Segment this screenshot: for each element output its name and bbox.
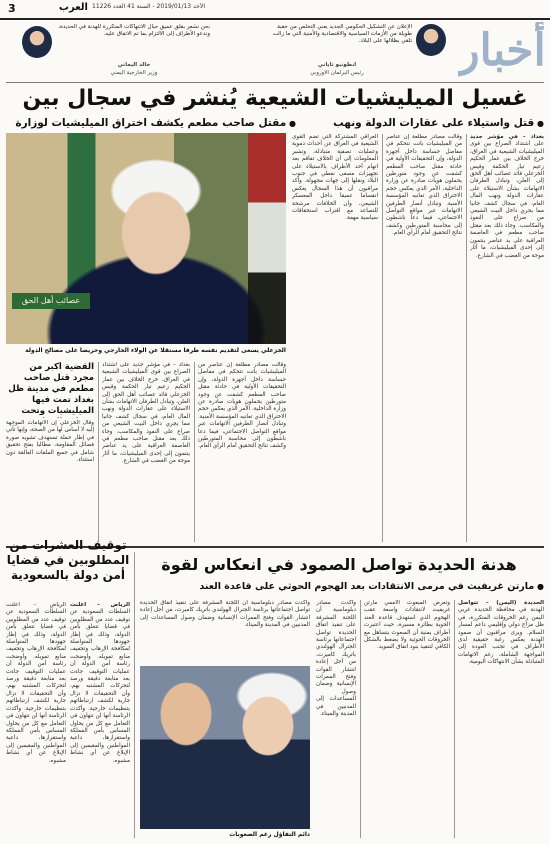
column-rule	[466, 134, 467, 542]
column-rule	[454, 600, 455, 838]
story3-headline: توقيف العشرات من المطلوبين في قضايا أمن دولة بالسعودية	[6, 538, 130, 582]
teaser-divider	[6, 82, 544, 83]
issue-info: الأحد 2019/01/13 - السنة 41 العدد 11226	[92, 3, 205, 10]
story2-column-2: وتعرض المبعوث الأممي مارتن غريفيث لانتقادات واسعة عقب الهجوم الذي استهدف قاعدة العند الجوية بطائرة مسيرة، حيث اعتبرت أطراف يمنية أن المبعوث يتساهل مع الخروقات الحوثية ولا يضغط بالشكل الكافي لتنفيذ بنود اتفاق السويد.	[364, 600, 450, 651]
teaser-role-2: وزير الخارجية اليمني	[110, 70, 158, 76]
flag-graphic	[248, 133, 286, 344]
story2-column-4: وأكدت مصادر دبلوماسية أن اللجنة المشرفة على تنفيذ اتفاق الحديدة تواصل اجتماعاتها برئاسة الجنرال الهولندي باتريك كاميرت، من أجل إعادة انتشار القوات وفتح الممرات الإنسانية وضمان وصول المساعدات إلى المدنيين في المدينة والميناء.	[140, 600, 310, 629]
story2-column-3: وأكدت مصادر دبلوماسية أن اللجنة المشرفة على تنفيذ اتفاق الحديدة تواصل اجتماعاتها برئاسة الجنرال الهولندي باتريك كاميرت، من أجل إعادة انتشار القوات وفتح الممرات الإنسانية وضمان وصول المساعدات إلى المدنيين في المدينة والميناء.	[316, 600, 356, 718]
story2-photo	[140, 666, 310, 829]
teaser-role-1: رئيس البرلمان الأوروبي	[310, 70, 364, 76]
photo-banner: عصائب أهل الحق	[12, 293, 90, 309]
column-rule	[98, 362, 99, 542]
teaser-quote-1: الإعلان عن التشكيل الحكومي الجديد يعني التخلص من حقبة طويلة من الأزمات السياسية والاقتصادية والأمنية التي ما زالت تلقي بظلالها على البلاد.	[272, 24, 412, 44]
teaser-name-2: خالد اليماني	[117, 62, 151, 68]
column-rule	[134, 552, 135, 838]
story1-photo-caption: الخزعلي يسعى لتقديم نفسه طرفا مستقلا عن الولاء الخارجي وحريصا على مصالح الدولة	[25, 347, 286, 354]
story1-column-4: بغداد – في مؤشر جديد على اشتداد الصراع بين قوى الميليشيات الشيعية في العراق، خرج الخلاف بين عمار الحكيم زعيم تيار الحكمة وقيس الخزعلي قائد عصائب أهل الحق إلى العلن، وتبادل الطرفان الاتهامات بشأن الاستيلاء على عقارات الدولة ونهب المال العام، في سجال كشف جانبا مما يجري داخل البيت الشيعي من صراع على النفوذ والمكاسب. وجاء ذلك بعد مقتل صاحب مطعم في العاصمة العراقية على يد عناصر ينتمون إلى إحدى الميليشيات، ما أثار موجة من الغضب في الشارع.	[102, 362, 190, 465]
story1-column-1: بغداد – في مؤشر جديد على اشتداد الصراع بين قوى الميليشيات الشيعية في العراق، خرج الخلاف بين عمار الحكيم زعيم تيار الحكمة وقيس الخزعلي قائد عصائب أهل الحق إلى العلن، وتبادل الطرفان الاتهامات بشأن الاستيلاء على عقارات الدولة ونهب المال العام، في سجال كشف جانبا مما يجري داخل البيت الشيعي من صراع على النفوذ والمكاسب. وجاء ذلك بعد مقتل صاحب مطعم في العاصمة العراقية على يد عناصر ينتمون إلى إحدى الميليشيات، ما أثار موجة من الغضب في الشارع.	[470, 134, 544, 259]
story1-column-5: وقالت مصادر مطلعة إن عناصر من الميليشيات باتت تتحكم في مفاصل حساسة داخل أجهزة الدولة، وإن التحقيقات الأولية في حادثة مقتل صاحب المطعم كشفت عن وجود متورطين يحملون هويات صادرة عن وزارة الداخلية، الأمر الذي يعكس حجم الاختراق الذي تعانيه المؤسسة الأمنية. وتبادل أنصار الطرفين الاتهامات عبر مواقع التواصل الاجتماعي، فيما دعا ناشطون إلى محاسبة المتورطين وكشف نتائج التحقيق أمام الرأي العام.	[198, 362, 286, 450]
story1-subheading-1: ● قتل واستيلاء على عقارات الدولة ونهب	[300, 116, 544, 130]
story1-side-box-title: القضية أكبر من مجرد قتل صاحب مطعم في مدينة ظل بغداد تمت فيها الميليشيات وتحت	[8, 362, 94, 416]
column-rule	[360, 600, 361, 838]
story1-column-3: العراقي المشتركة التي تضم القوى الشيعية في العراق عن أحداث دموية وعمليات تصفية متبادلة، وتشير المعلومات إلى أن الخلاف تفاقم بعد اتهام أحد الأطراف بالاستيلاء على تجهيزات مصفى نفطي في جنوب البلاد ونقلها إلى جهات مجهولة. وأكد مراقبون أن هذا السجال يعكس انقساما عميقا داخل المعسكر الشيعي، وأن الخلافات مرشحة للتصاعد مع اقتراب استحقاقات سياسية مهمة.	[292, 134, 378, 222]
page-number: 3	[8, 2, 16, 15]
story1-photo	[6, 133, 286, 344]
story3-column-2: الرياض – أعلنت السلطات السعودية عن توقيف عدد من المطلوبين في قضايا تتعلق بأمن الدولة، وذلك في إطار جهودها المتواصلة لمكافحة الإرهاب وتجفيف منابع تمويله. وأوضحت رئاسة أمن الدولة أن عمليات التوقيف جاءت بعد متابعة دقيقة ورصد لتحركات المشتبه بهم، وأن التحقيقات لا تزال جارية لكشف ارتباطاتهم بتنظيمات خارجية. وأكدت الرئاسة أنها لن تتهاون في التعامل مع كل من يحاول المساس بأمن المملكة واستقرارها، داعية المواطنين والمقيمين إلى الإبلاغ عن أي نشاط مشبوه.	[6, 602, 66, 764]
newspaper-logo: العرب	[58, 2, 88, 13]
story1-column-2: وقالت مصادر مطلعة إن عناصر من الميليشيات باتت تتحكم في مفاصل حساسة داخل أجهزة الدولة، وإن التحقيقات الأولية في حادثة مقتل صاحب المطعم كشفت عن وجود متورطين يحملون هويات صادرة عن وزارة الداخلية، الأمر الذي يعكس حجم الاختراق الذي تعانيه المؤسسة الأمنية. وتبادل أنصار الطرفين الاتهامات عبر مواقع التواصل الاجتماعي، فيما دعا ناشطون إلى محاسبة المتورطين وكشف نتائج التحقيق أمام الرأي العام.	[386, 134, 462, 237]
story2-headline: هدنة الحديدة تواصل الصمود في انعكاس لقوة	[161, 555, 517, 574]
story2-photo-caption: دائم التفاؤل رغم الصعوبات	[229, 831, 310, 838]
teaser-avatar-1	[416, 24, 446, 56]
teaser-name-1: أنطونيو تاياني	[317, 62, 357, 68]
story3-column-1: الرياض – أعلنت السلطات السعودية عن توقيف عدد من المطلوبين في قضايا تتعلق بأمن الدولة، وذلك في إطار جهودها المتواصلة لمكافحة الإرهاب وتجفيف منابع تمويله. وأوضحت رئاسة أمن الدولة أن عمليات التوقيف جاءت بعد متابعة دقيقة ورصد لتحركات المشتبه بهم، وأن التحقيقات لا تزال جارية لكشف ارتباطاتهم بتنظيمات خارجية. وأكدت الرئاسة أنها لن تتهاون في التعامل مع كل من يحاول المساس بأمن المملكة واستقرارها، داعية المواطنين والمقيمين إلى الإبلاغ عن أي نشاط مشبوه.	[70, 602, 130, 764]
header-rule	[0, 18, 550, 20]
teaser-quote-2: نحن نشعر بقلق عميق حيال الانتهاكات المتكررة للهدنة في الحديدة، وندعو الأطراف إلى الالتزام بما تم الاتفاق عليه.	[58, 24, 210, 37]
story2-subheading: ● مارتن غريفيث في مرمى الانتقادات بعد الهجوم الحوثي على قاعدة العند	[134, 580, 544, 594]
column-rule	[382, 134, 383, 542]
story1-side-box-text: وقال الخزعلي إن الاتهامات الموجهة إليه لا أساس لها من الصحة، وإنها تأتي في إطار حملة تستهدف تشويه صورة فصائل المقاومة، مطالبا بفتح تحقيق شامل في جميع الملفات العالقة دون استثناء.	[6, 420, 94, 464]
story2-column-1: الحديدة (اليمن) – تتواصل الهدنة في محافظة الحديدة غربي اليمن رغم الخروقات المتكررة، في ظل مزاج دولي وإقليمي داعم لمسار السلام. ويرى مراقبون أن صمود الهدنة يعكس رغبة حقيقية لدى الأطراف في تجنب العودة إلى المواجهة الشاملة، رغم الاتهامات المتبادلة بشأن الانتهاكات اليومية.	[458, 600, 544, 666]
column-rule	[194, 362, 195, 542]
story1-headline: غسيل الميليشيات الشيعية يُنشر في سجال بين	[22, 86, 528, 111]
story1-subheading-2: ● مقتل صاحب مطعم يكشف اختراق الميليشيات لوزارة	[6, 116, 296, 130]
section-title: أخبار	[458, 25, 546, 76]
teaser-avatar-2	[22, 26, 52, 58]
